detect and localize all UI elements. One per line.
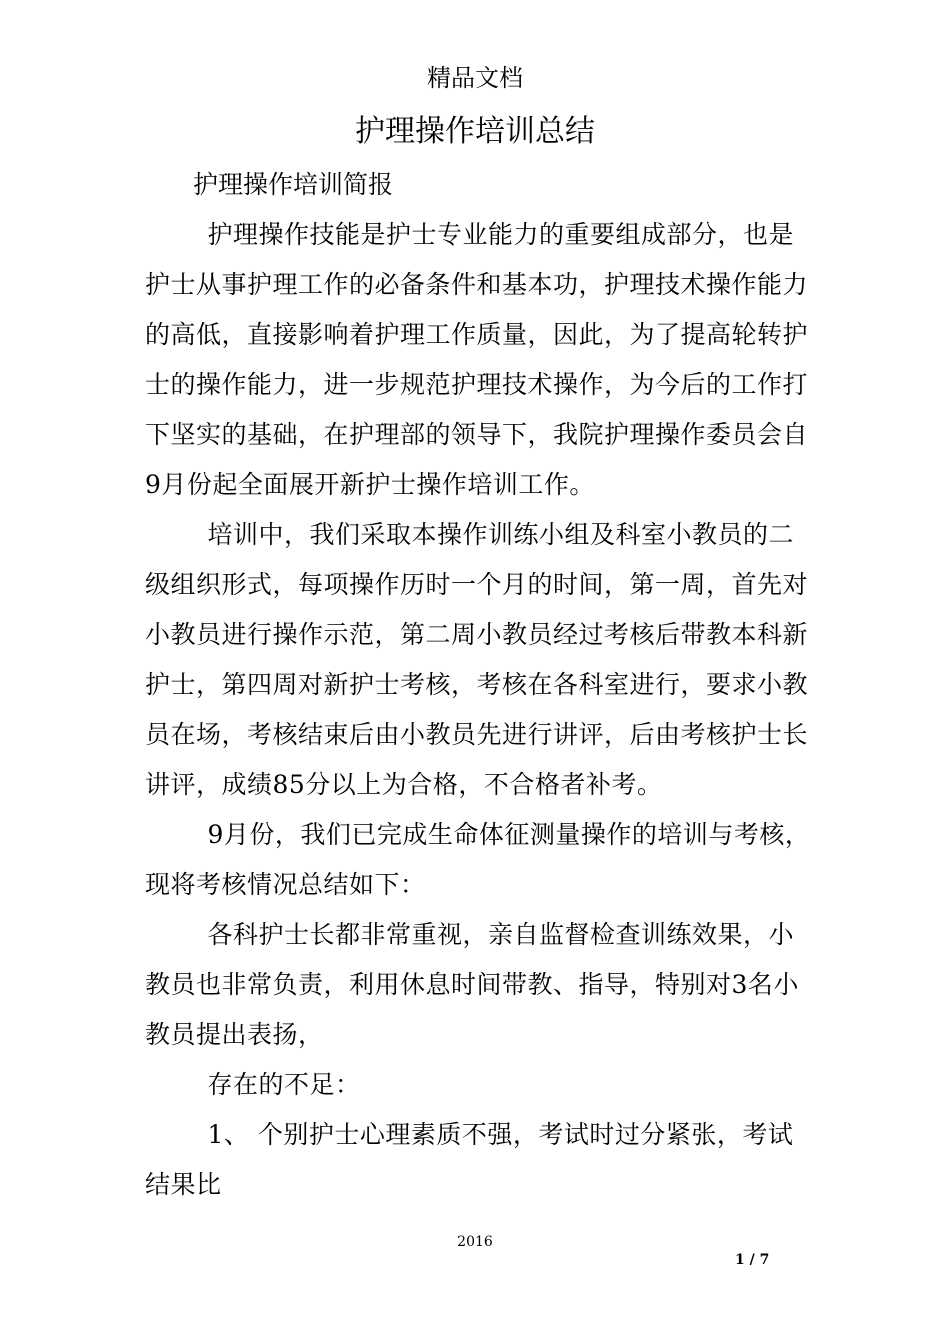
page-header: 精品文档 [427,64,523,92]
document-body [145,210,815,1210]
document-title: 护理操作培训总结 [355,114,595,149]
footer-year: 2016 [457,1234,493,1250]
paragraph-training-format: 培训中，我们采取本操作训练小组及科室小教员的二级组织形式，每项操作历时一个月的时间，第一周，首先对小教员进行操作示范，第二周小教员经过考核后带教本科新护士，第四周对新护士考核，考核在各科室进行，要求小教员在场，考核结束后由小教员先进行讲评，后由考核护士长讲评，成绩85分以上为合格，不合格者补考。 [145,520,809,799]
paragraph-praise: 各科护士长都非常重视，亲自监督检查训练效果，小教员也非常负责，利用休息时间带教、指导，特别对3名小教员提出表扬， [145,920,799,1049]
paragraph-shortcoming-1: 1、 个别护士心理素质不强，考试时过分紧张，考试结果比 [145,1120,794,1199]
paragraph-september-summary: 9月份，我们已完成生命体征测量操作的培训与考核，现将考核情况总结如下： [145,820,811,899]
document-subtitle: 护理操作培训简报 [193,170,394,199]
page-number: 1 / 7 [735,1252,770,1268]
paragraph-intro: 护理操作技能是护士专业能力的重要组成部分，也是护士从事护理工作的必备条件和基本功，护理技术操作能力的高低，直接影响着护理工作质量，因此，为了提高轮转护士的操作能力，进一步规范护理技术操作，为今后的工作打下坚实的基础，在护理部的领导下，我院护理操作委员会自9月份起全面展开新护士操作培训工作。 [145,220,809,499]
paragraph-shortcomings-heading: 存在的不足： [207,1070,361,1099]
